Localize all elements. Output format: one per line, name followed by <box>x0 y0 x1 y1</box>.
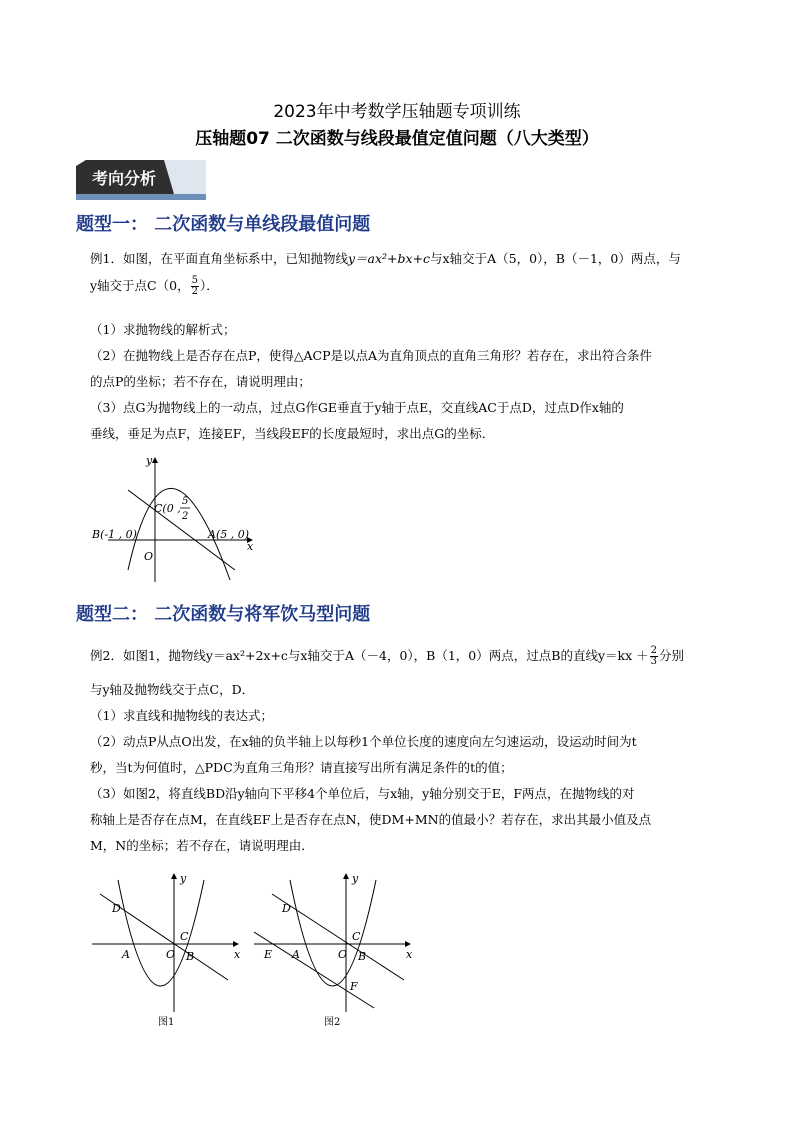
ex2-fraction: $\frac{2}{3}$ <box>650 645 657 667</box>
ex1-q3-line2: 垂线，垂足为点F，连接EF，当线段EF的长度最短时，求出点G的坐标． <box>90 426 495 441</box>
svg-text:O: O <box>166 948 176 961</box>
svg-text:F: F <box>350 980 358 993</box>
svg-text:E: E <box>264 948 273 961</box>
svg-text:D: D <box>112 902 121 915</box>
svg-text:y: y <box>146 454 153 467</box>
svg-text:O: O <box>144 550 154 563</box>
ex2-q2-line2: 秒，当t为何值时，△PDC为直角三角形？请直接写出所有满足条件的t的值； <box>90 760 513 775</box>
svg-text:y: y <box>352 872 359 885</box>
ex2-text-b: 分别 <box>658 648 684 663</box>
ex2-figure-1 <box>88 872 248 1032</box>
ex2-text: 例2．如图1，抛物线y＝ax²+2x+c与x轴交于A（－4，0），B（1，0）两点，过点B的直线y＝kx ＋ <box>90 648 649 663</box>
doc-subtitle: 压轴题07 二次函数与线段最值定值问题（八大类型） <box>195 129 599 149</box>
section-banner <box>76 160 206 200</box>
ex1-figure <box>90 452 260 587</box>
ex2-q3-line3: M，N的坐标；若不存在，请说明理由． <box>90 838 314 853</box>
ex1-fraction: $\frac{5}{2}$ <box>191 275 198 297</box>
ex1-text-b: 与x轴交于A（5，0），B（－1，0）两点，与 <box>430 251 681 266</box>
ex1-q2-line2: 的点P的坐标；若不存在，请说明理由； <box>90 374 311 389</box>
ex1-text-d: ）． <box>199 278 219 293</box>
section1-title: 题型一： 二次函数与单线段最值问题 <box>76 214 371 235</box>
section2-title: 题型二： 二次函数与将军饮马型问题 <box>76 604 371 625</box>
svg-text:x: x <box>234 948 241 961</box>
svg-text:图1: 图1 <box>158 1017 175 1028</box>
doc-title: 2023年中考数学压轴题专项训练 <box>273 102 521 122</box>
svg-text:图2: 图2 <box>324 1017 341 1028</box>
ex1-equation: y＝ax²+bx+c <box>347 251 431 266</box>
ex2-q2-line1: （2）动点P从点O出发，在x轴的负半轴上以每秒1个单位长度的速度向左匀速运动，设运动时间为t <box>90 734 637 749</box>
ex1-text-c: y轴交于点C（0， <box>90 278 190 293</box>
banner-label: 考向分析 <box>92 169 157 188</box>
ex1-q1: （1）求抛物线的解析式； <box>90 322 236 337</box>
ex2-line2: 与y轴及抛物线交于点C，D． <box>90 682 255 697</box>
svg-text:B: B <box>358 950 367 963</box>
svg-text:C(0 ,: C(0 , <box>154 502 181 515</box>
ex2-line1 <box>90 646 684 667</box>
svg-text:x: x <box>406 948 413 961</box>
svg-text:y: y <box>180 872 187 885</box>
svg-text:A(5 , 0): A(5 , 0) <box>208 528 250 541</box>
ex1-text: 例1．如图，在平面直角坐标系中，已知抛物线 <box>90 251 348 266</box>
svg-text:A: A <box>292 948 300 961</box>
svg-text:B: B <box>186 950 195 963</box>
ex1-line2 <box>90 276 219 297</box>
svg-text:x: x <box>247 540 254 553</box>
ex2-figure-2 <box>250 872 420 1032</box>
ex2-q1: （1）求直线和抛物线的表达式； <box>90 708 273 723</box>
svg-text:O: O <box>338 948 348 961</box>
ex2-q3-line2: 称轴上是否存在点M，在直线EF上是否存在点N，使DM+MN的值最小？若存在，求出其最小值及点 <box>90 812 652 827</box>
svg-text:C: C <box>352 930 361 943</box>
ex1-q2-line1: （2）在抛物线上是否存在点P，使得△ACP是以点A为直角顶点的直角三角形？若存在，求出符合条件 <box>90 348 653 363</box>
svg-text:C: C <box>180 930 189 943</box>
svg-text:A: A <box>122 948 130 961</box>
ex1-line1 <box>90 251 681 267</box>
svg-text:D: D <box>282 902 291 915</box>
ex2-q3-line1: （3）如图2，将直线BD沿y轴向下平移4个单位后，与x轴，y轴分别交于E，F两点，在抛物线的对 <box>90 786 635 801</box>
ex1-q3-line1: （3）点G为抛物线上的一动点，过点G作GE垂直于y轴于点E，交直线AC于点D，过点D作x轴的 <box>90 400 624 415</box>
svg-text:5: 5 <box>182 496 189 507</box>
svg-text:B(-1 , 0): B(-1 , 0) <box>92 528 137 541</box>
svg-text:2: 2 <box>182 511 189 522</box>
